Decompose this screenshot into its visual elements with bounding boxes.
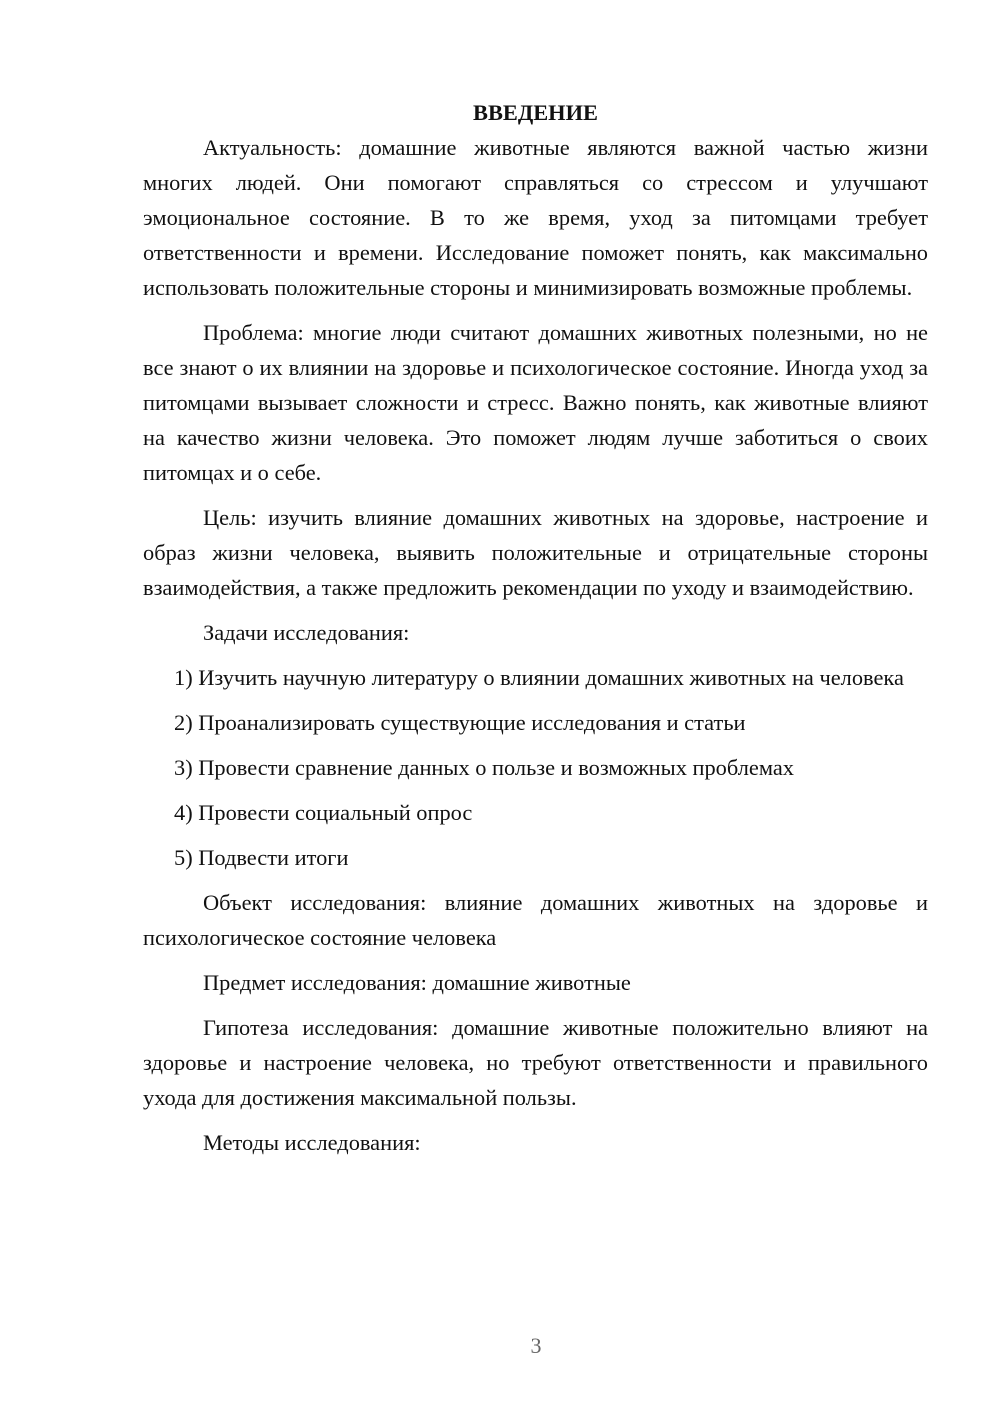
task-item-1: 1) Изучить научную литературу о влиянии домашних животных на человека: [174, 665, 904, 690]
paragraph-subject: Предмет исследования: домашние животные: [203, 970, 631, 995]
section-heading: ВВЕДЕНИЕ: [473, 100, 598, 125]
paragraph-goal: Цель: изучить влияние домашних животных на здоровье, настроение и образ жизни человека, выявить положительные и отрицательные стороны взаимодействия, а также предложить рекомендации по уходу и взаимодействию.: [143, 505, 928, 600]
paragraph-hypothesis: Гипотеза исследования: домашние животные положительно влияют на здоровье и настроение человека, но требуют ответственности и правильного ухода для достижения максимальной пользы.: [143, 1015, 928, 1110]
paragraph-problem: Проблема: многие люди считают домашних животных полезными, но не все знают о их влиянии на здоровье и психологическое состояние. Иногда уход за питомцами вызывает сложности и стресс. Важно понять, как животные влияют на качество жизни человека. Это поможет людям лучше заботиться о своих питомцах и о себе.: [143, 320, 928, 485]
tasks-title: Задачи исследования:: [203, 620, 410, 645]
task-item-5: 5) Подвести итоги: [174, 845, 349, 870]
task-item-2: 2) Проанализировать существующие исследования и статьи: [174, 710, 746, 735]
task-item-3: 3) Провести сравнение данных о пользе и возможных проблемах: [174, 755, 794, 780]
page-content: [143, 95, 928, 1170]
page-number: 3: [530, 1333, 542, 1358]
task-item-4: 4) Провести социальный опрос: [174, 800, 473, 825]
paragraph-relevance: Актуальность: домашние животные являются важной частью жизни многих людей. Они помогают справляться со стрессом и улучшают эмоциональное состояние. В то же время, уход за питомцами требует ответственности и времени. Исследование поможет понять, как максимально использовать положительные стороны и минимизировать возможные проблемы.: [143, 135, 928, 300]
methods-title: Методы исследования:: [203, 1130, 421, 1155]
paragraph-object: Объект исследования: влияние домашних животных на здоровье и психологическое состояние человека: [143, 890, 928, 950]
